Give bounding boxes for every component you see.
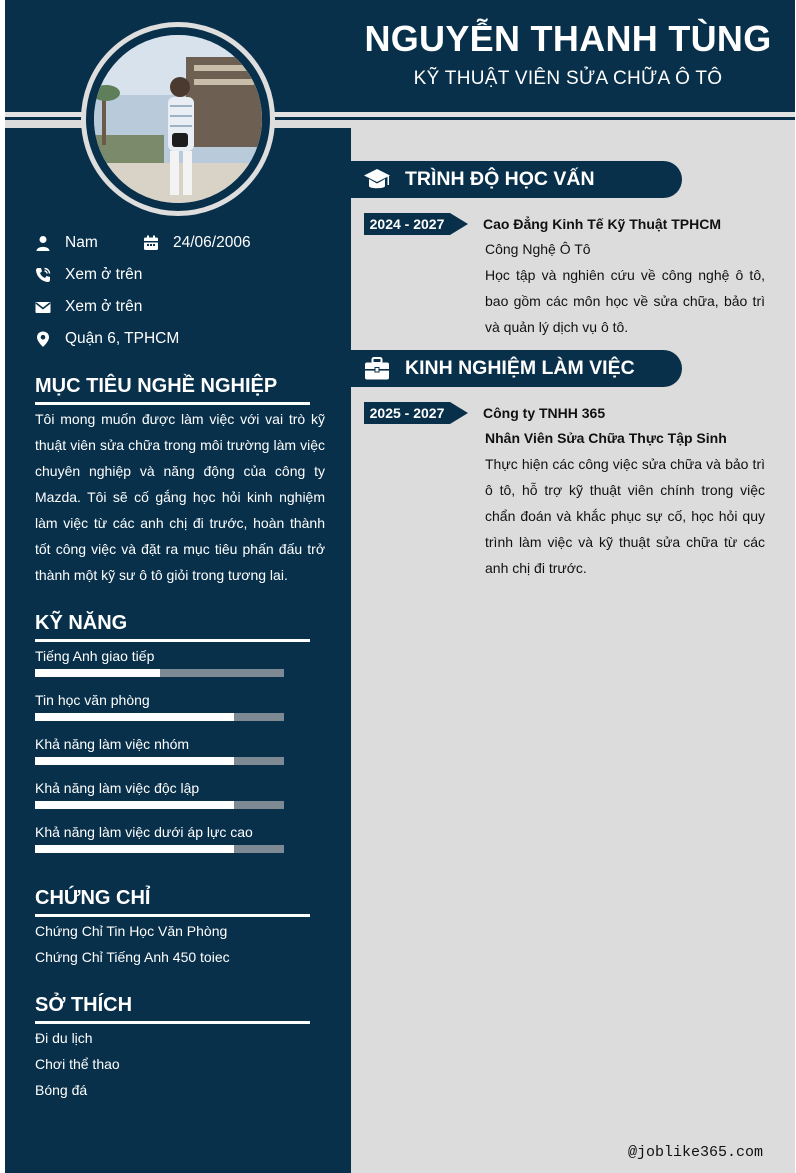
skill-label: Khả năng làm việc dưới áp lực cao: [35, 824, 253, 840]
skills-rule: [35, 639, 310, 642]
education-section-bar: [351, 161, 682, 198]
footer-watermark: @joblike365.com: [628, 1144, 764, 1161]
phone-row: [35, 266, 142, 284]
education-period: 2024 - 2027: [369, 216, 445, 232]
education-date-tag: [364, 213, 468, 235]
gender-row: [35, 234, 98, 252]
email-row: [35, 298, 142, 316]
experience-position: Nhân Viên Sửa Chữa Thực Tập Sinh: [485, 430, 727, 446]
address-value: Quận 6, TPHCM: [65, 330, 180, 347]
phone-icon: [35, 267, 51, 283]
profile-photo-illustration: [94, 35, 262, 203]
skill-label: Khả năng làm việc nhóm: [35, 736, 190, 752]
skill-bar: [35, 801, 284, 809]
skill-bar-fill: [35, 801, 234, 809]
education-title: TRÌNH ĐỘ HỌC VẤN: [405, 168, 595, 190]
candidate-name: NGUYỄN THANH TÙNG: [364, 18, 772, 59]
job-title: KỸ THUẬT VIÊN SỬA CHỮA Ô TÔ: [413, 68, 723, 89]
hobby-item: Bóng đá: [35, 1082, 88, 1098]
certificate-item: Chứng Chỉ Tiếng Anh 450 toiec: [35, 949, 230, 965]
birthday-value: 24/06/2006: [173, 234, 251, 251]
profile-photo: [94, 35, 262, 203]
graduation-cap-icon: [363, 166, 391, 194]
skill-label: Tiếng Anh giao tiếp: [35, 648, 155, 664]
skill-bar: [35, 713, 284, 721]
phone-value: Xem ở trên: [65, 266, 143, 283]
skill-bar: [35, 757, 284, 765]
skill-bar-fill: [35, 757, 234, 765]
skill-bar: [35, 669, 284, 677]
hobby-item: Chơi thể thao: [35, 1056, 120, 1072]
experience-company: Công ty TNHH 365: [483, 405, 606, 421]
gender-value: Nam: [65, 234, 98, 251]
briefcase-icon: [363, 355, 391, 383]
experience-date-tag: [364, 402, 468, 424]
objective-title: MỤC TIÊU NGHỀ NGHIỆP: [35, 375, 278, 397]
profile-photo-frame: [81, 22, 275, 216]
experience-period: 2025 - 2027: [369, 405, 445, 421]
address-row: [35, 330, 179, 348]
certificate-item: Chứng Chỉ Tin Học Văn Phòng: [35, 923, 228, 939]
location-pin-icon: [35, 331, 51, 347]
education-major: Công Nghệ Ô Tô: [485, 241, 591, 257]
calendar-icon: [143, 235, 159, 251]
skill-bar-fill: [35, 669, 160, 677]
email-value: Xem ở trên: [65, 298, 143, 315]
certificates-title: CHỨNG CHỈ: [35, 887, 151, 909]
skills-title: KỸ NĂNG: [35, 612, 128, 634]
cv-page: [5, 0, 795, 1173]
education-school: Cao Đẳng Kinh Tế Kỹ Thuật TPHCM: [483, 216, 721, 232]
hobby-item: Đi du lịch: [35, 1030, 93, 1046]
hobbies-rule: [35, 1021, 310, 1024]
objective-rule: [35, 402, 310, 405]
skill-bar-fill: [35, 845, 234, 853]
experience-description: Thực hiện các công việc sửa chữa và bảo trì ô tô, hỗ trợ kỹ thuật viên chính trong việc chẩn đoán và khắc phục sự cố, học hỏi quy trình làm việc và kỹ thuật sửa chữa từ các anh chị đi trước.: [485, 456, 765, 576]
experience-section-bar: [351, 350, 682, 387]
envelope-icon: [35, 299, 51, 315]
experience-title: KINH NGHIỆM LÀM VIỆC: [405, 357, 635, 379]
skill-bar-fill: [35, 713, 234, 721]
objective-text: Tôi mong muốn được làm việc với vai trò kỹ thuật viên sửa chữa trong môi trường làm việc chuyên nghiệp và năng động của công ty Mazda. Tôi sẽ cố gắng học hỏi kinh nghiệm làm việc từ các anh chị đi trước, hoàn thành tốt công việc và đặt ra mục tiêu phấn đấu trở thành một kỹ sư ô tô giỏi trong tương lai.: [35, 411, 325, 583]
birthday-row: [143, 234, 251, 252]
skill-bar: [35, 845, 284, 853]
certificates-rule: [35, 914, 310, 917]
skill-label: Tin học văn phòng: [35, 692, 150, 708]
education-description: Học tập và nghiên cứu về công nghệ ô tô, bao gồm các môn học về sửa chữa, bảo trì và quản lý dịch vụ ô tô.: [485, 267, 765, 335]
hobbies-title: SỞ THÍCH: [35, 994, 133, 1016]
person-icon: [35, 235, 51, 251]
skill-label: Khả năng làm việc độc lập: [35, 780, 200, 796]
